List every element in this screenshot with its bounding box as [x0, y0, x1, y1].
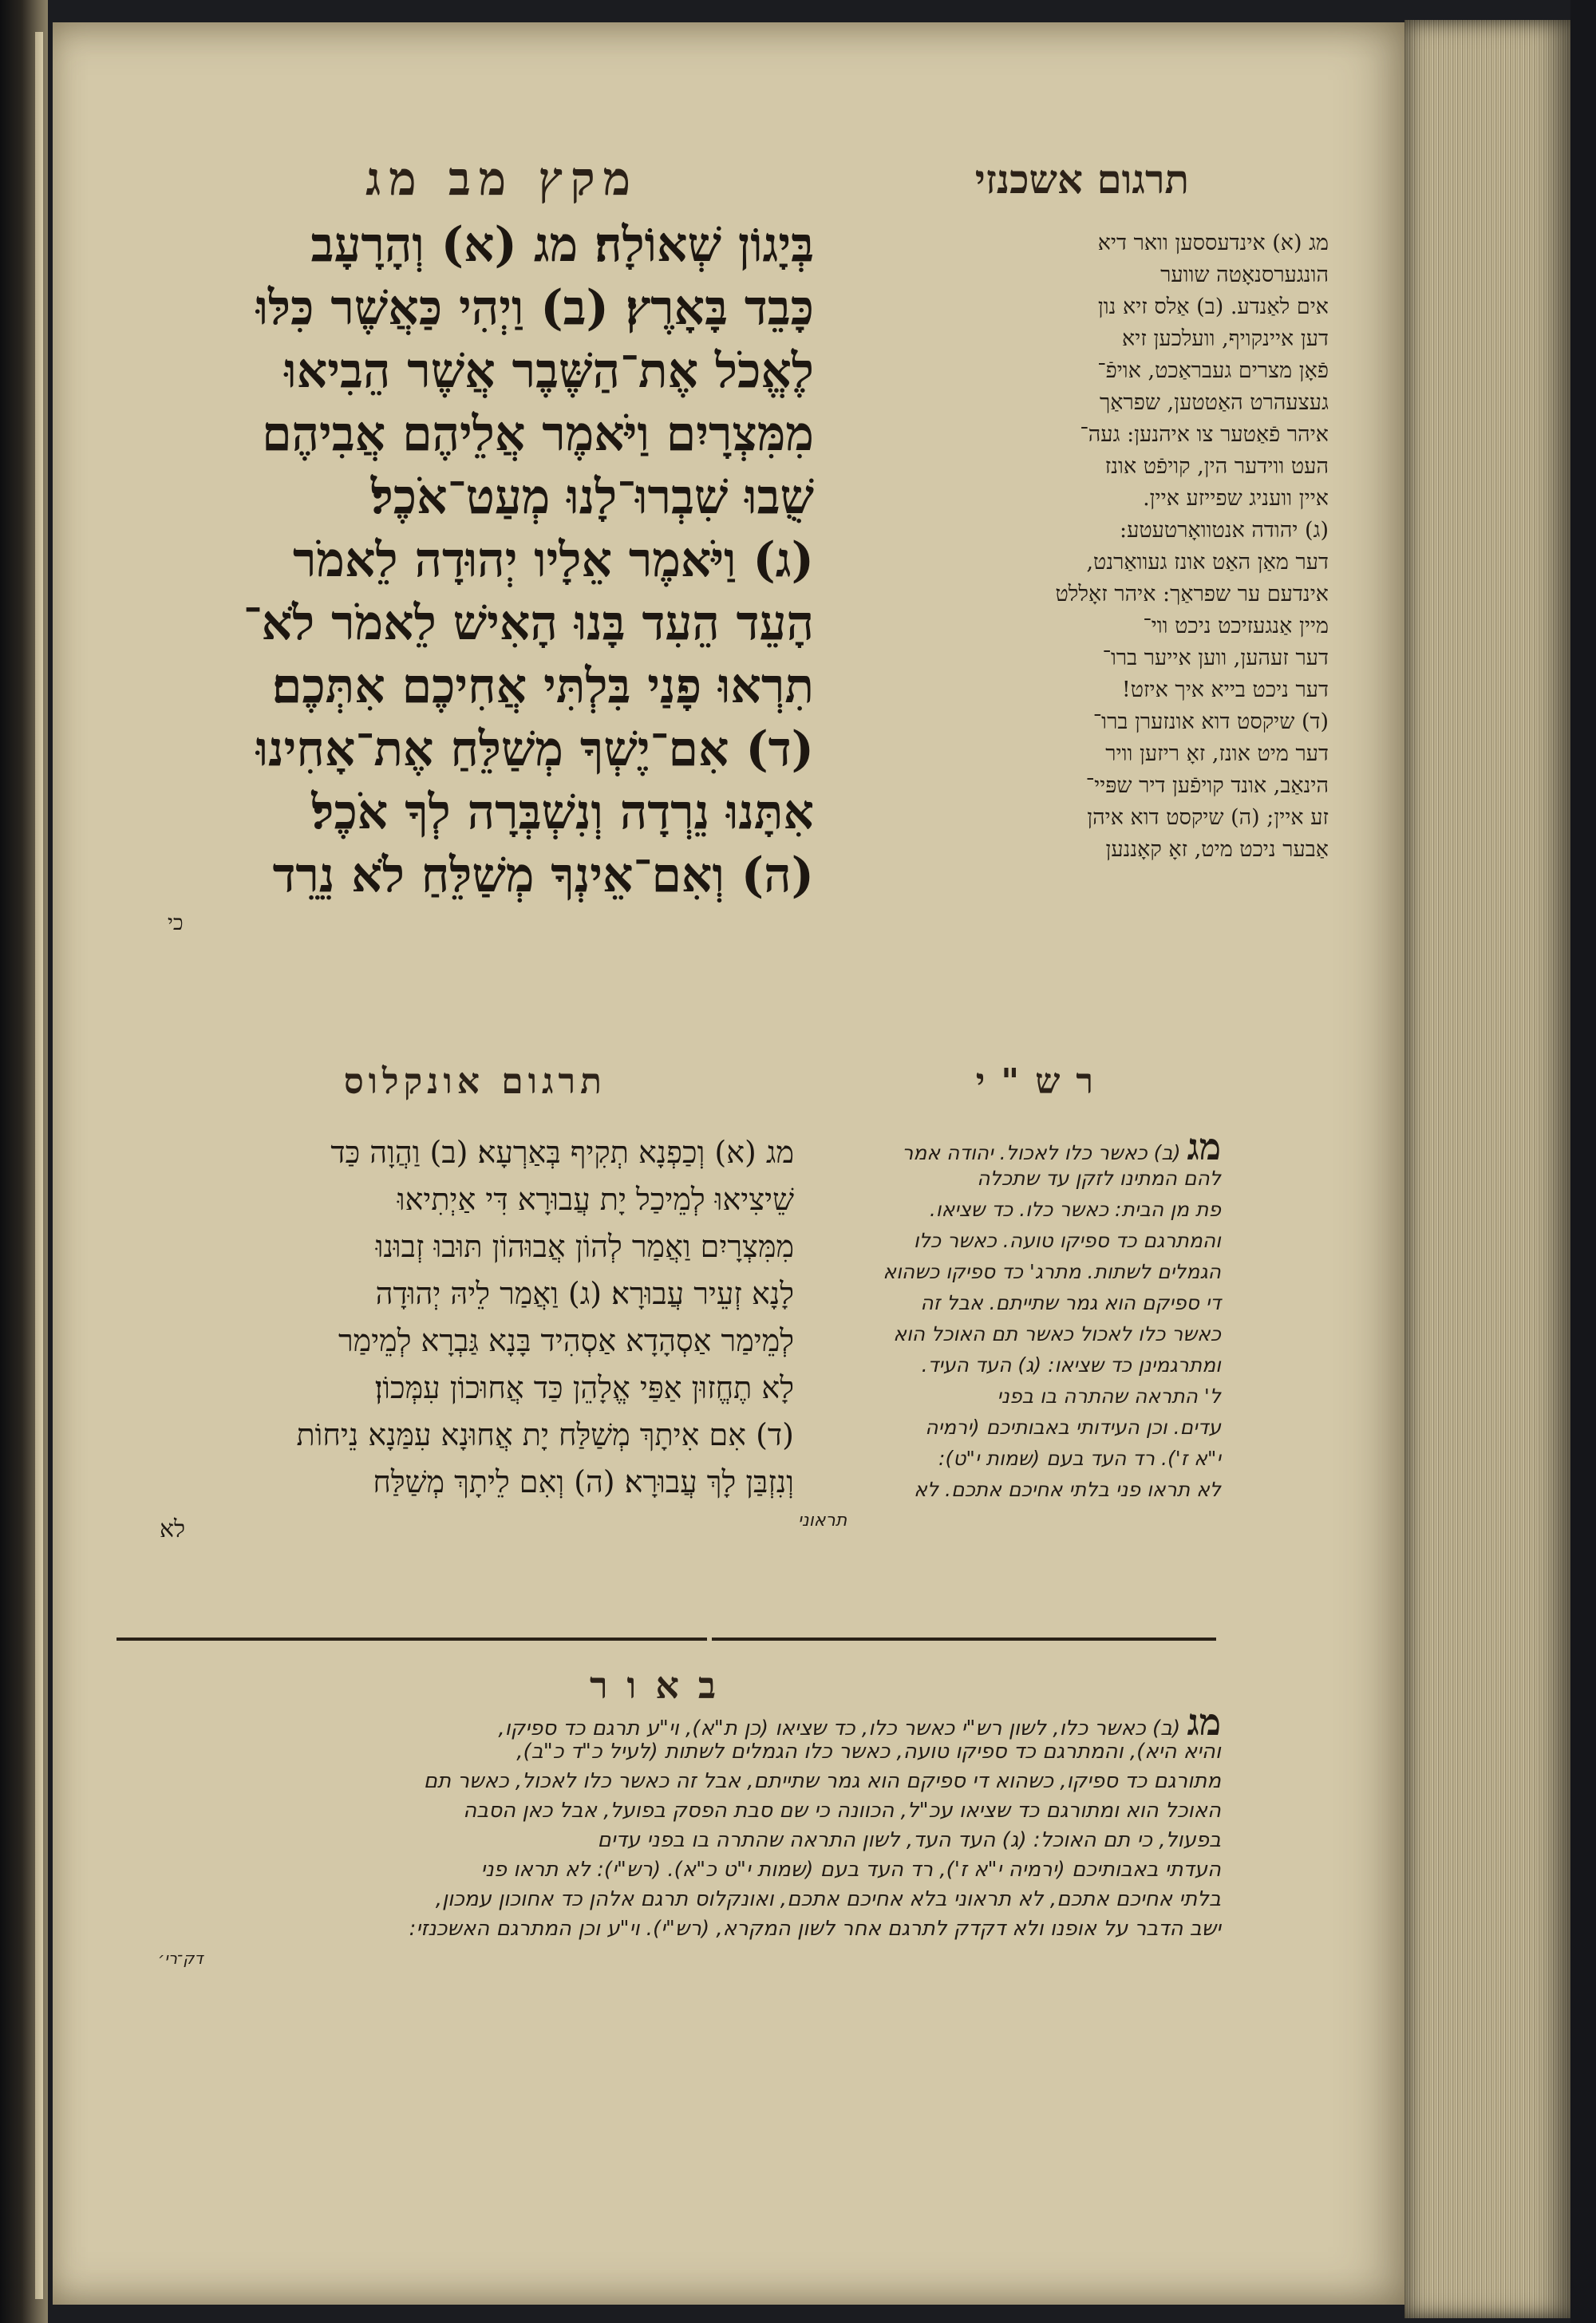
hebrew-line: (ג) וַיֹּאמֶר אֵלָיו יְהוּדָה לֵאמֹר: [292, 532, 814, 588]
rashi-line: פת מן הבית: כאשר כלו. כד שציאו.: [929, 1198, 1221, 1221]
onkelos-line: שֵׁיצִיאוּ לְמֵיכַל יָת עֲבוּרָא דִּי אַיְתִיאוּ: [397, 1182, 794, 1217]
chapter-marker: מג: [1187, 1701, 1221, 1744]
onkelos-line: לְמֵימַר אַסְהָדָא אַסְהִיד בָּנָא גַּבְרָא לְמֵימַר: [338, 1323, 794, 1358]
rashi-line: [750, 1125, 1221, 1168]
catchword: תראוני: [798, 1511, 847, 1531]
rashi-line: עדים. וכן העידותי באבותיכם (ירמיה: [925, 1416, 1221, 1439]
biur-line: בלתי אחיכם אתכם, לא תראוני בלא אחיכם אתכם, ואונקלוס תרגם אלהן כד אחוכון עמכון,: [435, 1887, 1221, 1911]
translation-line: דען איינקויף, וועלכען זיא: [1122, 326, 1329, 351]
rashi-title: רש"י: [975, 1061, 1109, 1102]
onkelos-line: (ד) אִם אִיתָךְ מְשַׁלַּח יָת אֲחוּנָא עִמַּנָא נֵיחוֹת: [296, 1417, 794, 1452]
translation-line: פֿאָן מצרים געבראַכט, אויפֿ־: [1097, 358, 1329, 383]
hebrew-line: תִרְאוּ פָנַי בִּלְתִּי אֲחִיכֶם אִתְּכֶם׃: [271, 658, 814, 714]
onkelos-line: לָנָא זְעֵיר עֲבוּרָא׃ (ג) וַאֲמַר לֵיהּ יְהוּדָה: [375, 1276, 794, 1311]
printer-signature-mark: דק־רי׳: [158, 1949, 203, 1968]
page-fore-edge: [1404, 20, 1572, 2318]
rashi-line: די ספיקם הוא גמר שתייתם. אבל זה: [920, 1291, 1221, 1314]
hebrew-line: לֶאֱכֹל אֶת־הַשֶּׁבֶר אֲשֶׁר הֵבִיאוּ: [284, 343, 814, 399]
hebrew-line: הָעֵד הֵעִד בָּנוּ הָאִישׁ לֵאמֹר לֹא־: [243, 595, 814, 651]
rashi-line: הגמלים לשתות. מתרג' כד ספיקו כשהוא: [883, 1260, 1221, 1283]
onkelos-line: מג (א) וְכַפְנָא תְקִיף בְּאַרְעָא׃ (ב) וַהֲוָה כַּד: [330, 1135, 794, 1170]
yiddish-translation-column: [846, 227, 1329, 866]
catchword: לא: [160, 1515, 186, 1543]
translation-line: אינדעם ער שפראַך: איהר זאָללט: [1055, 582, 1329, 606]
onkelos-text: [112, 1129, 794, 1553]
hebrew-main-text: [112, 214, 814, 939]
hebrew-line: אִתָּנוּ נֵרְדָה וְנִשְׁבְּרָה לְךָ אֹכֶל׃: [311, 784, 814, 840]
onkelos-line: מִמִּצְרָיִם וַאֲמַר לְהוֹן אֲבוּהוֹן תּוּבוּ זְבוּנוּ: [375, 1229, 794, 1264]
translation-line: דער מאַן האַט אונז געוואַרנט,: [1086, 550, 1329, 575]
hebrew-line: מִמִּצְרָיִם וַיֹּאמֶר אֲלֵיהֶם אֲבִיהֶם: [262, 406, 814, 462]
translation-line: דער מיט אונז, זאָ ריזען וויר: [1105, 741, 1329, 766]
biur-commentary: [118, 1701, 1221, 1973]
biur-title: באור: [589, 1664, 736, 1707]
biur-line: בפעול, כי תם האוכל: (ג) העד העד, לשון התראה שהתרה בו בפני עדים: [597, 1828, 1221, 1852]
rashi-line: י"א ז'). רד העד בעם (שמות י"ט):: [938, 1447, 1221, 1470]
translation-line: אַבער ניכט מיט, זאָ קאָננען: [1105, 837, 1329, 862]
hebrew-line: (ה) וְאִם־אֵינְךָ מְשַׁלֵּחַ לֹא נֵרֵד: [272, 847, 814, 903]
rashi-line: כאשר כלו לאכול כאשר תם האוכל הוא: [893, 1322, 1221, 1345]
catchword: כי: [168, 911, 184, 935]
translation-line: זע איין; (ה) שיקסט דוא איהן: [1087, 805, 1329, 830]
biur-line: האוכל הוא ומתורגם כד שציאו עכ"ל, הכוונה כי שם סבת הפסק בפועל, אבל כאן הסבה: [463, 1799, 1221, 1823]
rashi-line-text: (ב) כאשר כלו לאכול. יהודה אמר: [902, 1141, 1181, 1164]
translation-line: געצעהרט האַטטען, שפראַך: [1100, 390, 1329, 415]
biur-line: והיא היא), והמתרגם כד ספיקו טועה, כאשר כלו הגמלים לשתות (לעיל כ"ד כ"ב),: [516, 1740, 1221, 1764]
rashi-line: להם המתינו לזקן עד שתכלה: [977, 1167, 1221, 1190]
translation-line: מג (א) אינדעססען וואר דיא: [1097, 231, 1329, 255]
translation-line: הינאַב, אונד קויפֿען דיר שפּיי־: [1085, 773, 1329, 798]
onkelos-line: לָא תֶחֱזוּן אַפַּי אֱלָהֵן כַּד אֲחוּכוֹן עִמְּכוֹן׃: [374, 1370, 794, 1405]
hebrew-line: בְּיָגוֹן שְׁאוֹלָה׃ מג (א) וְהָרָעָב: [310, 217, 814, 273]
biur-line: [118, 1701, 1221, 1744]
background-edge: [1570, 0, 1596, 2323]
translation-line: איין וועניג שפייזע איין.: [1143, 486, 1329, 511]
biur-line: העדתי באבותיכם (ירמיה י"א ז'), רד העד בעם (שמות י"ט כ"א). (רש"י): לא תראו פני: [480, 1858, 1221, 1882]
translation-line: דער זעהען, ווען אייער ברו־: [1102, 646, 1329, 670]
translation-line: הונגערסנאָטה שווער: [1160, 263, 1329, 287]
translation-line: אים לאַנדע. (ב) אַלס זיא נון: [1097, 294, 1329, 319]
hebrew-line: (ד) אִם־יֶשְׁךָ מְשַׁלֵּחַ אֶת־אָחִינוּ: [255, 721, 814, 777]
rashi-commentary: [750, 1125, 1221, 1536]
chapter-marker: מג: [1187, 1125, 1221, 1168]
rashi-line: ומתרגמינן כד שציאו: (ג) העד העיד.: [921, 1353, 1221, 1377]
section-divider: [712, 1638, 1216, 1641]
translation-line: איהר פֿאַטער צו איהנען: געה־: [1080, 422, 1329, 447]
book-left-page-edge: [0, 0, 48, 2323]
rashi-line: ל' התראה שהתרה בו בפני: [997, 1385, 1221, 1408]
biur-line: מתורגם כד ספיקו, כשהוא די ספיקם הוא גמר שתייתם, אבל זה כאשר כלו לאכול, כאשר תם: [423, 1769, 1221, 1793]
translation-line: (ד) שיקסט דוא אונזערן ברו־: [1092, 709, 1329, 734]
biur-line: ישב הדבר על אופנו ולא דקדק לתרגם אחר לשון המקרא, (רש"י). וי"ע וכן המתרגם האשכנזי:: [409, 1917, 1221, 1941]
biur-line-text: (ב) כאשר כלו, לשון רש"י כאשר כלו, כד שציאו (כן ת"א), וי"ע תרגם כד ספיקו,: [498, 1717, 1181, 1740]
rashi-line: והמתרגם כד ספיקו טועה. כאשר כלו: [913, 1229, 1221, 1252]
translation-column-title: תרגום אשכנזי: [974, 156, 1189, 203]
translation-line: (ג) יהודה אנטוואָרטעטע:: [1119, 518, 1329, 543]
hebrew-line: כָּבֵד בָּאָרֶץ׃ (ב) וַיְהִי כַּאֲשֶׁר כִּלּוּ: [255, 280, 814, 336]
translation-line: העט ווידער הין, קויפֿט אונז: [1104, 454, 1329, 479]
hebrew-line: שֻׁבוּ שִׁבְרוּ־לָנוּ מְעַט־אֹכֶל׃: [370, 469, 814, 525]
page-running-title: מקץ מב מג: [365, 152, 638, 206]
onkelos-title: תרגום אונקלוס: [343, 1061, 606, 1102]
translation-line: מיין אַנגעזיכט ניכט ווי־: [1143, 614, 1329, 638]
onkelos-line: וְנִזְבַּן לָךְ עֲבוּרָא׃ (ה) וְאִם לֵיתָךְ מְשַׁלַּח: [373, 1464, 794, 1499]
rashi-line: לא תראו פני בלתי אחיכם אתכם. לא: [914, 1478, 1221, 1501]
translation-line: דער ניכט בייא איך איזט!: [1121, 678, 1329, 702]
section-divider: [117, 1638, 707, 1641]
